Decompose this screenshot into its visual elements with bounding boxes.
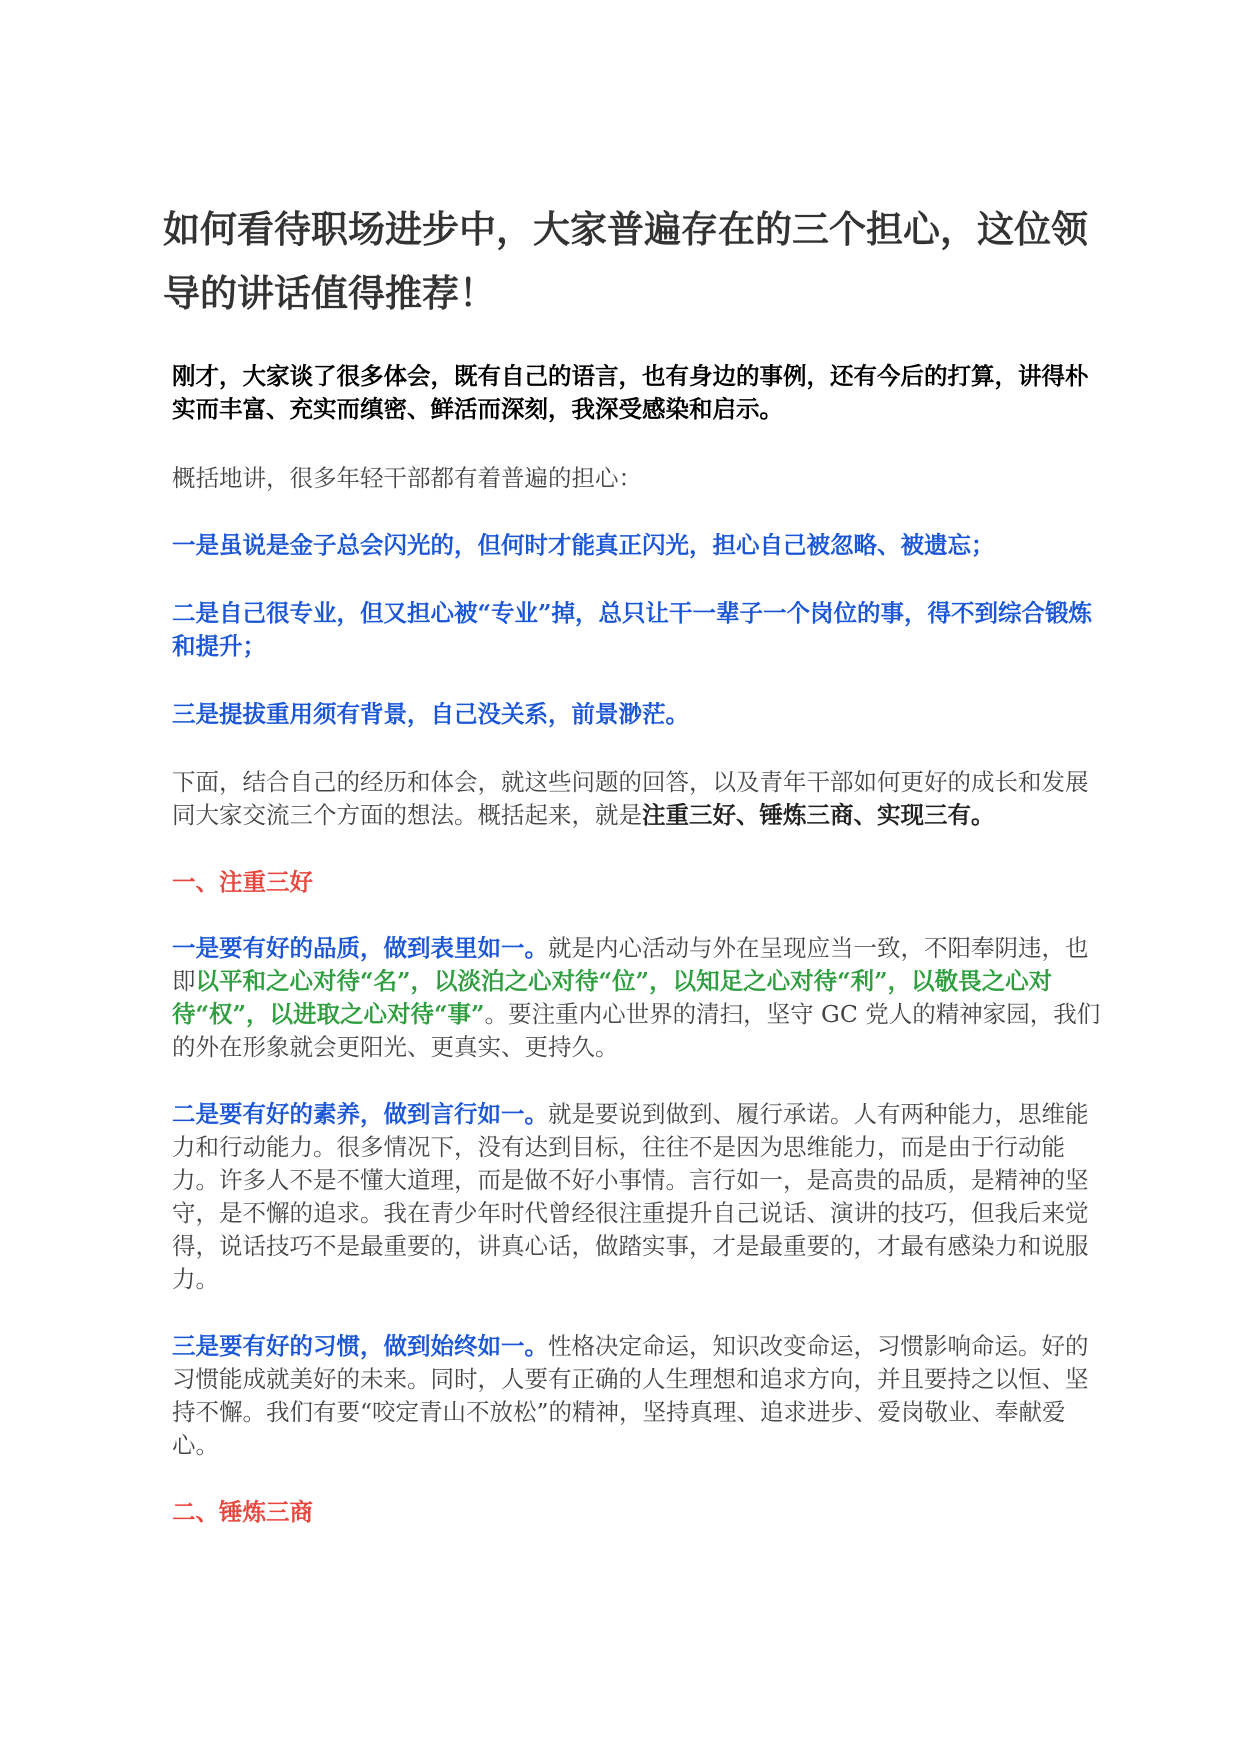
point-paragraph xyxy=(172,1330,1102,1462)
point-text: 就是要说到做到、履行承诺。人有两种能力，思维能力和行动能力。很多情况下，没有达到目标，往往不是因为思维能力，而是由于行动能力。许多人不是不懂大道理，而是做不好小事情。言行如一，是高贵的品质，是精神的坚守，是不懈的追求。我在青少年时代曾经很注重提升自己说话、演讲的技巧，但我后来觉得，说话技巧不是最重要的，讲真心话，做踏实事，才是最重要的，才最有感染力和说服力。 xyxy=(172,1100,1089,1293)
point-paragraph xyxy=(172,1098,1102,1296)
article-title: 如何看待职场进步中，大家普遍存在的三个担心，这位领导的讲话值得推荐！ xyxy=(163,208,1088,315)
point-lead: 三是要有好的习惯，做到始终如一。 xyxy=(172,1332,548,1360)
section-heading: 二、锤炼三商 xyxy=(172,1498,313,1526)
point-lead: 一是要有好的品质，做到表里如一。 xyxy=(172,934,548,962)
transition-paragraph xyxy=(172,766,1102,832)
worry-item: 一是虽说是金子总会闪光的，但何时才能真正闪光，担心自己被忽略、被遗忘； xyxy=(172,531,995,559)
point-text: 性格决定命运，知识改变命运，习惯影响命运。好的习惯能成就美好的未来。同时，人要有正确的人生理想和追求方向，并且要持之以恒、坚持不懈。我们有要“咬定青山不放松”的精神，坚持真理、追求进步、爱岗敬业、奉献爱心。 xyxy=(172,1332,1089,1459)
point-text: 。要注重内心世界的清扫，坚守 GC 党人的精神家园，我们的外在形象就会更阳光、更真实、更持久。 xyxy=(172,1000,1101,1061)
transition-emphasis: 注重三好、锤炼三商、实现三有。 xyxy=(642,801,995,829)
transition-text: 下面，结合自己的经历和体会，就这些问题的回答，以及青年干部如何更好的成长和发展同大家交流三个方面的想法。概括起来，就是 xyxy=(172,768,1089,829)
intro-paragraph: 刚才，大家谈了很多体会，既有自己的语言，也有身边的事例，还有今后的打算，讲得朴实而丰富、充实而缜密、鲜活而深刻，我深受感染和启示。 xyxy=(172,362,1089,423)
point-green-emphasis: 以平和之心对待“名”，以淡泊之心对待“位”，以知足之心对待“利”，以敬畏之心对待“权”，以进取之心对待“事” xyxy=(172,967,1053,1028)
summary-paragraph: 概括地讲，很多年轻干部都有着普遍的担心： xyxy=(172,464,642,492)
article-body xyxy=(172,360,1102,1562)
point-text: 就是内心活动与外在呈现应当一致，不阳奉阴违，也即 xyxy=(172,934,1089,995)
worry-item: 三是提拔重用须有背景，自己没关系，前景渺茫。 xyxy=(172,700,689,728)
worry-item: 二是自己很专业，但又担心被“专业”掉，总只让干一辈子一个岗位的事，得不到综合锻炼和提升； xyxy=(172,599,1093,660)
point-paragraph xyxy=(172,932,1102,1064)
point-lead: 二是要有好的素养，做到言行如一。 xyxy=(172,1100,548,1128)
section-heading: 一、注重三好 xyxy=(172,868,313,896)
